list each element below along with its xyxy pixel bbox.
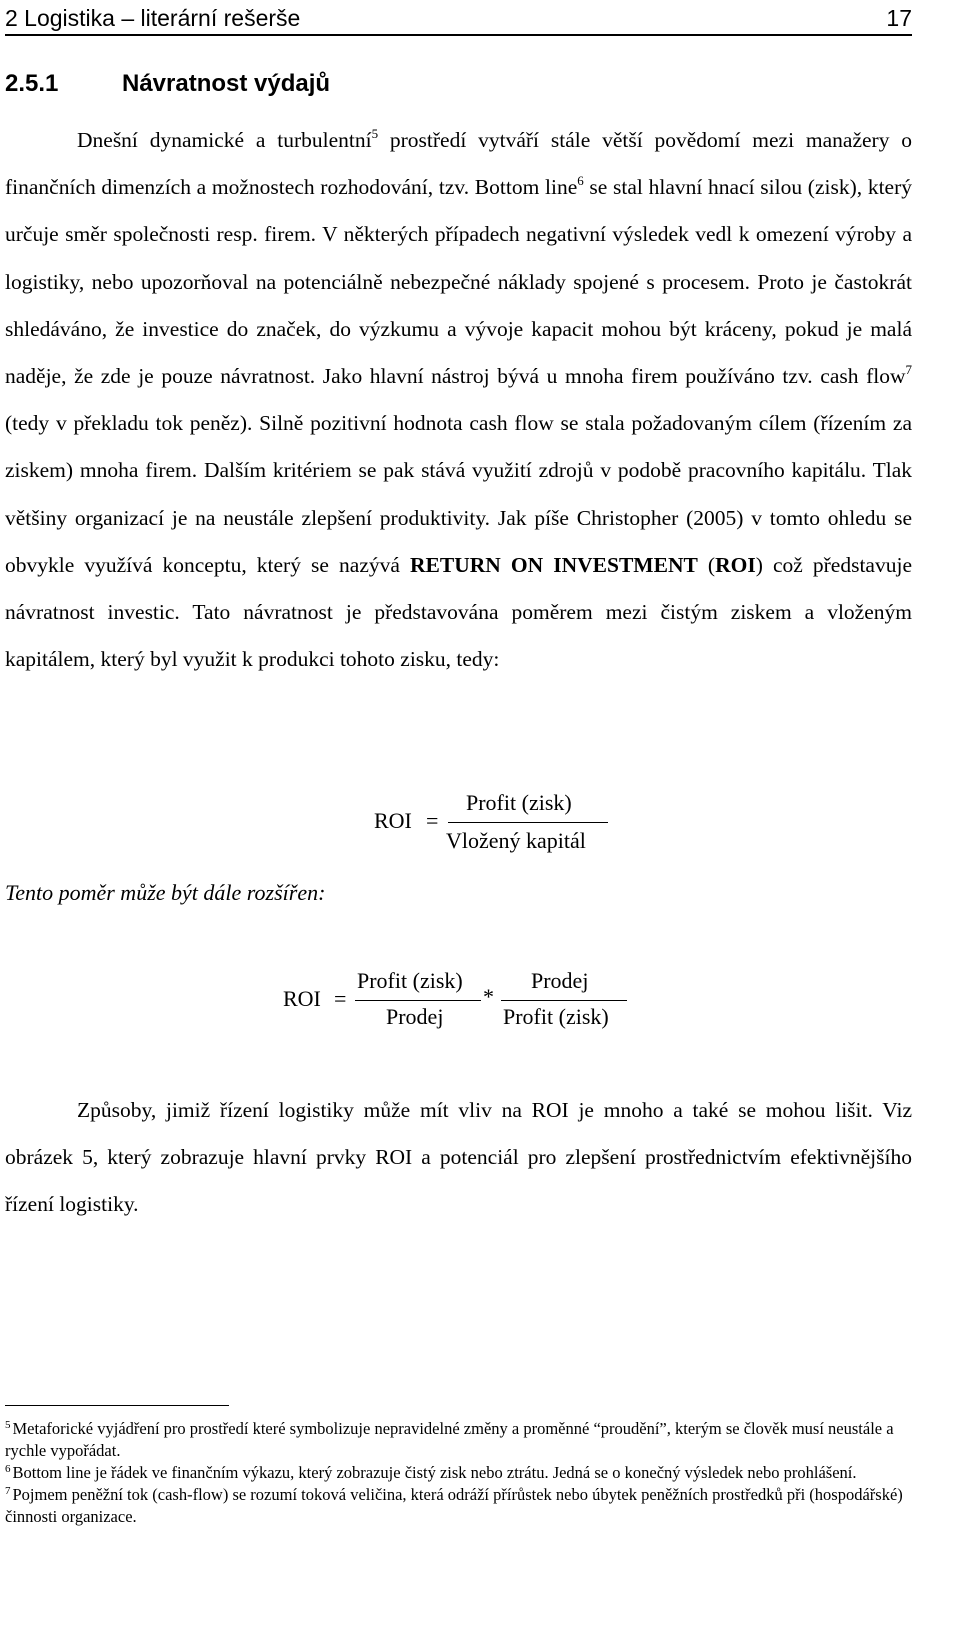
chapter-title: 2 Logistika – literární rešerše	[5, 5, 301, 31]
formula1-equals: =	[426, 808, 439, 833]
formula2-equals: =	[334, 986, 347, 1011]
footnote-7	[5, 1484, 905, 1528]
section-number: 2.5.1	[5, 70, 59, 97]
formula2-frac2-denominator: Profit (zisk)	[503, 1004, 609, 1029]
footnote-5	[5, 1418, 905, 1462]
footnote-number: 7	[5, 1485, 11, 1497]
body-paragraph-1	[5, 117, 912, 683]
body-paragraph-2	[5, 1087, 912, 1229]
para1-text-5: (	[697, 552, 716, 577]
formula2-multiply: *	[483, 984, 494, 1009]
formula2-frac1-bar	[355, 1000, 481, 1001]
roi-term-bold: RETURN ON INVESTMENT	[410, 552, 698, 577]
footnote-ref-6[interactable]: 6	[577, 173, 584, 189]
formula2-frac1-denominator: Prodej	[386, 1004, 444, 1029]
footnote-number: 6	[5, 1463, 11, 1475]
roi-formula-basic	[374, 790, 614, 862]
para1-text-6: ) což představuje návratnost investic. Tato návratnost je představována poměrem mezi čistým ziskem a vloženým kapitálem, který byl využit k produkci tohoto zisku, tedy:	[5, 552, 912, 672]
formula-intro-italic: Tento poměr může být dále rozšířen:	[5, 880, 326, 905]
formula2-frac2-bar	[501, 1000, 627, 1001]
footnote-number: 5	[5, 1419, 11, 1431]
roi-formula-expanded	[283, 966, 633, 1038]
para1-text-2: prostředí vytváří stále větší povědomí mezi manažery o finančních dimenzích a možnostech rozhodování, tzv. Bottom line	[5, 128, 913, 200]
running-header	[5, 0, 912, 36]
footnote-text: Pojmem peněžní tok (cash-flow) se rozumí toková veličina, která odráží přírůstek nebo úbytek peněžních prostředků při (hospodářské) činnosti organizace.	[5, 1485, 903, 1526]
formula1-fraction-bar	[448, 822, 608, 823]
section-heading	[5, 68, 330, 100]
section-title: Návratnost výdajů	[122, 70, 331, 97]
formula1-denominator: Vložený kapitál	[446, 828, 586, 853]
footnote-ref-7[interactable]: 7	[905, 362, 912, 378]
formula1-numerator: Profit (zisk)	[466, 790, 572, 815]
footnote-text: Metaforické vyjádření pro prostředí které symbolizuje nepravidelné změny a proměnné “proudění”, kterým se člověk musí neustále a rychle vypořádat.	[5, 1419, 894, 1460]
footnote-6	[5, 1462, 905, 1484]
para1-text-3: se stal hlavní hnací silou (zisk), který určuje směr společnosti resp. firem. V některých případech negativní výsledek vedl k omezení výroby a logistiky, nebo upozorňoval na potenciálně nebezpečné náklady spojené s procesem. Proto je častokrát shledáváno, že investice do značek, do výzkumu a vývoje kapacit mohou být kráceny, pokud je malá naděje, že zde je pouze návratnost. Jako hlavní nástroj bývá u mnoha firem používáno tzv. cash flow	[5, 175, 912, 389]
formula2-lhs: ROI	[283, 986, 321, 1011]
footnote-text: Bottom line je řádek ve finančním výkazu, který zobrazuje čistý zisk nebo ztrátu. Jedná se o konečný výsledek nebo prohlášení.	[12, 1463, 857, 1482]
roi-abbrev-bold: ROI	[715, 552, 756, 577]
formula1-lhs: ROI	[374, 808, 412, 833]
para1-text-4: (tedy v překladu tok peněz). Silně pozitivní hodnota cash flow se stala požadovaným cílem (řízením za ziskem) mnoha firem. Dalším kritériem se pak stává využití zdrojů v podobě pracovního kapitálu. Tlak většiny organizací je na neustále zlepšení produktivity. Jak píše Christopher (2005) v tomto ohledu se obvykle využívá konceptu, který se nazývá	[5, 411, 912, 577]
footnotes	[5, 1418, 905, 1528]
footnote-ref-5[interactable]: 5	[371, 126, 379, 141]
formula2-frac2-numerator: Prodej	[531, 968, 589, 993]
formula2-frac1-numerator: Profit (zisk)	[357, 968, 463, 993]
para2-text: Způsoby, jimiž řízení logistiky může mít vliv na ROI je mnoho a také se mohou lišit. Viz obrázek 5, který zobrazuje hlavní prvky ROI a potenciál pro zlepšení prostřednictvím efektivnějšího řízení logistiky.	[5, 1098, 912, 1217]
footnote-separator	[5, 1405, 229, 1406]
page-number: 17	[886, 5, 912, 31]
para1-text-1: Dnešní dynamické a turbulentní	[77, 128, 372, 152]
